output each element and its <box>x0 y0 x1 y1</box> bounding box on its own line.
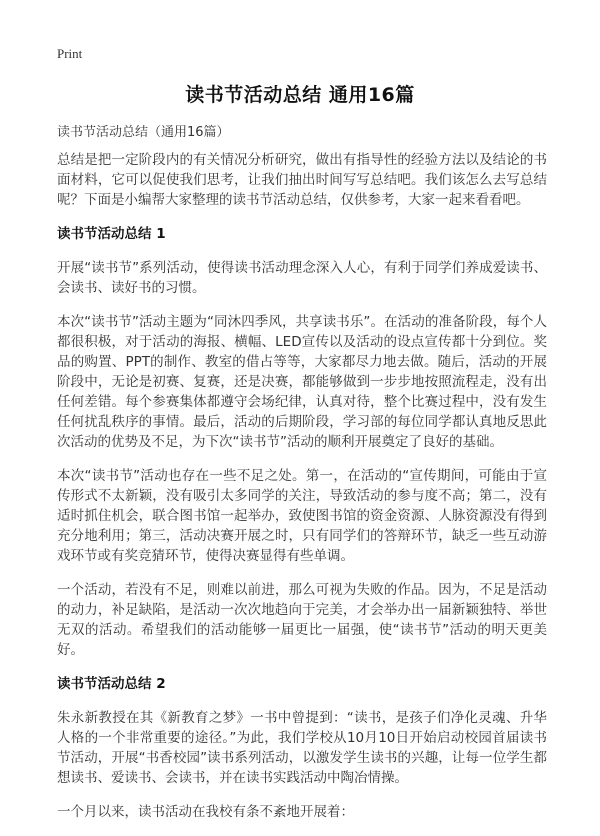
section-1-paragraph-3: 本次“读书节”活动也存在一些不足之处。第一，在活动的“宣传期间，可能由于宣传形式不太新颖，没有吸引太多同学的关注，导致活动的参与度不高；第二，没有适时抓住机会，联合图书馆一起举办，致使图书馆的资金资源、人脉资源没有得到充分地利用；第三，活动决赛开展之时，只有同学们的答辩环节，缺乏一些互动游戏环节或有奖竞猜环节，使得决赛显得有些单调。 <box>57 468 547 564</box>
section-1-paragraph-4: 一个活动，若没有不足，则难以前进，那么可视为失败的作品。因为，不足是活动的动力，补足缺陷，是活动一次次地趋向于完美，才会举办出一届新颖独特、举世无双的活动。希望我们的活动能够一届更比一届强，使“读书节”活动的明天更美好。 <box>57 582 547 658</box>
section-heading-1: 读书节活动总结 1 <box>57 226 166 242</box>
section-1-paragraph-1: 开展“读书节”系列活动，使得读书活动理念深入人心，有利于同学们养成爱读书、会读书、读好书的习惯。 <box>57 260 547 296</box>
page-title: 读书节活动总结 通用16篇 <box>185 84 415 106</box>
section-heading-2: 读书节活动总结 2 <box>57 676 166 692</box>
print-link[interactable]: Print <box>57 46 83 61</box>
document-subtitle: 读书节活动总结（通用16篇） <box>57 125 230 140</box>
article-body <box>57 150 547 836</box>
section-2-paragraph-2: 一个月以来，读书活动在我校有条不紊地开展着： <box>57 804 354 820</box>
section-2-paragraph-1: 朱永新教授在其《新教育之梦》一书中曾提到：“读书，是孩子们净化灵魂、升华人格的一个非常重要的途径。”为此，我们学校从10月10日开始启动校园首届读书节活动，开展“书香校园”读书系列活动，以激发学生读书的兴趣，让每一位学生都想读书、爱读书、会读书，并在读书实践活动中陶冶情操。 <box>57 710 547 786</box>
section-1-paragraph-2: 本次“读书节”活动主题为“同沐四季风，共享读书乐”。在活动的准备阶段，每个人都很积极，对于活动的海报、横幅、LED宣传以及活动的设点宣传都十分到位。奖品的购置、PPT的制作、教室的借占等等，大家都尽力地去做。随后，活动的开展阶段中，无论是初赛、复赛，还是决赛，都能够做到一步步地按照流程走，没有出任何差错。每个参赛集体都遵守会场纪律，认真对待，整个比赛过程中，没有发生任何扰乱秩序的事情。最后，活动的后期阶段，学习部的每位同学都认真地反思此次活动的优势及不足，为下次“读书节”活动的顺利开展奠定了良好的基础。 <box>57 314 547 450</box>
intro-paragraph: 总结是把一定阶段内的有关情况分析研究，做出有指导性的经验方法以及结论的书面材料，它可以促使我们思考，让我们抽出时间写写总结吧。我们该怎么去写总结呢？下面是小编帮大家整理的读书节活动总结，仅供参考，大家一起来看看吧。 <box>57 152 547 208</box>
